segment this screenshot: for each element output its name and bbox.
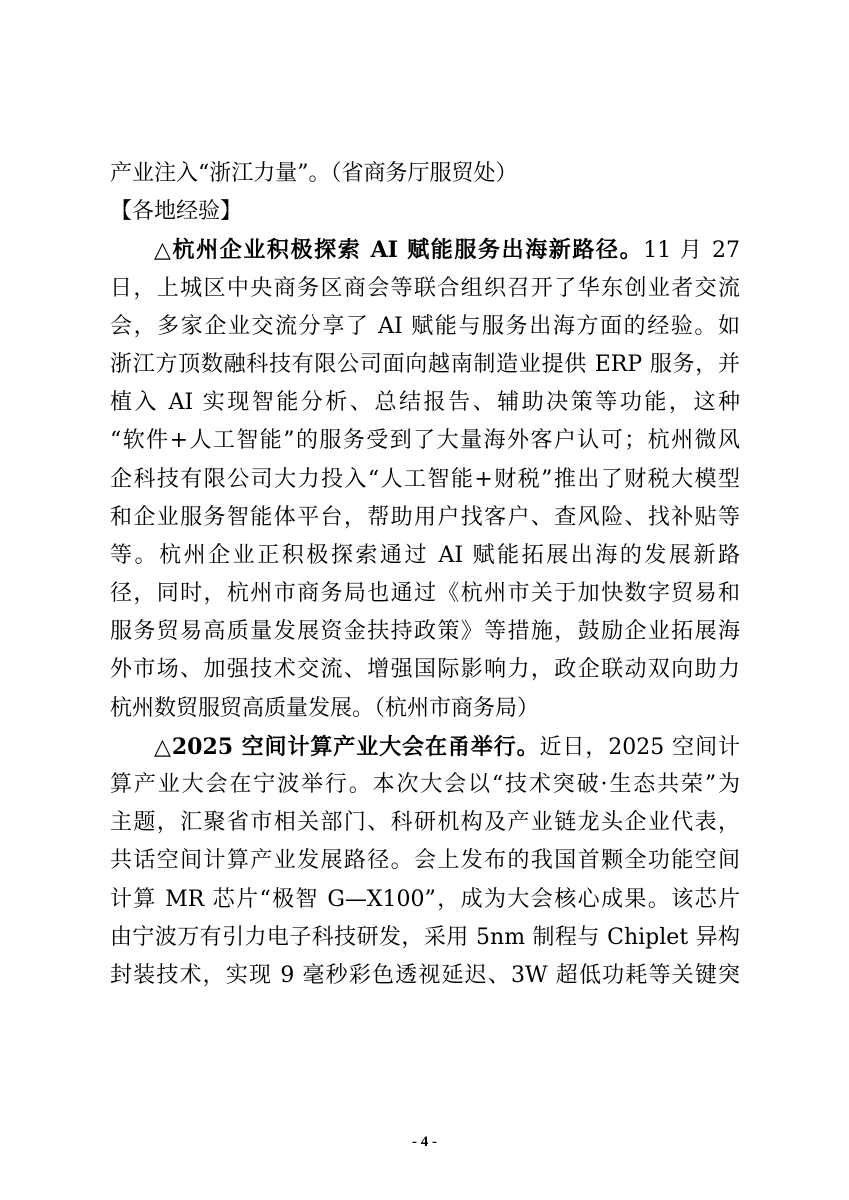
paragraph-line: 径，同时，杭州市商务局也通过《杭州市关于加快数字贸易和 (110, 581, 740, 607)
paragraph-line: 企科技有限公司大力投入“人工智能+财税”推出了财税大模型 (110, 466, 740, 492)
paragraph-line (110, 231, 740, 269)
paragraph-line: “软件+人工智能”的服务受到了大量海外客户认可；杭州微风 (110, 428, 740, 454)
paragraph-line (110, 728, 740, 766)
paragraph-line: 等。杭州企业正积极探索通过 AI 赋能拓展出海的发展新路 (110, 542, 740, 568)
item-text: 11 月 27 (643, 238, 740, 264)
paragraph-line: 外市场、加强技术交流、增强国际影响力，政企联动双向助力 (110, 657, 740, 683)
paragraph-line: 日，上城区中央商务区商会等联合组织召开了华东创业者交流 (110, 275, 740, 301)
document-body (110, 155, 740, 995)
paragraph-line: 算产业大会在宁波举行。本次大会以“技术突破·生态共荣”为 (110, 772, 740, 797)
item-title: △杭州企业积极探索 AI 赋能服务出海新路径。 (154, 237, 644, 264)
paragraph-line: 封装技术，实现 9 毫秒彩色透视延迟、3W 超低功耗等关键突 (110, 962, 740, 988)
paragraph-line: 服务贸易高质量发展资金扶持政策》等措施，鼓励企业拓展海 (110, 619, 740, 645)
paragraph-line: 会，多家企业交流分享了 AI 赋能与服务出海方面的经验。如 (110, 313, 740, 339)
paragraph-line: 计算 MR 芯片“极智 G—X100”，成为大会核心成果。该芯片 (110, 886, 740, 912)
paragraph-line: 产业注入“浙江力量”。（省商务厅服贸处） (110, 161, 518, 186)
page-number: - 4 - (412, 1134, 437, 1150)
paragraph-line: 杭州数贸服贸高质量发展。（杭州市商务局） (110, 695, 540, 721)
paragraph-line: 共话空间计算产业发展路径。会上发布的我国首颗全功能空间 (110, 848, 740, 874)
item-title: △2025 空间计算产业大会在甬举行。 (154, 733, 540, 760)
paragraph-line: 由宁波万有引力电子科技研发，采用 5nm 制程与 Chiplet 异构 (110, 924, 740, 950)
paragraph-line: 主题，汇聚省市相关部门、科研机构及产业链龙头企业代表， (110, 810, 740, 836)
section-heading: 【各地经验】 (110, 199, 243, 225)
paragraph-line: 植入 AI 实现智能分析、总结报告、辅助决策等功能，这种 (110, 390, 740, 416)
paragraph-line: 浙江方顶数融科技有限公司面向越南制造业提供 ERP 服务，并 (110, 351, 740, 377)
item-text: 近日，2025 空间计 (539, 734, 740, 760)
paragraph-line: 和企业服务智能体平台，帮助用户找客户、查风险、找补贴等 (110, 504, 740, 530)
